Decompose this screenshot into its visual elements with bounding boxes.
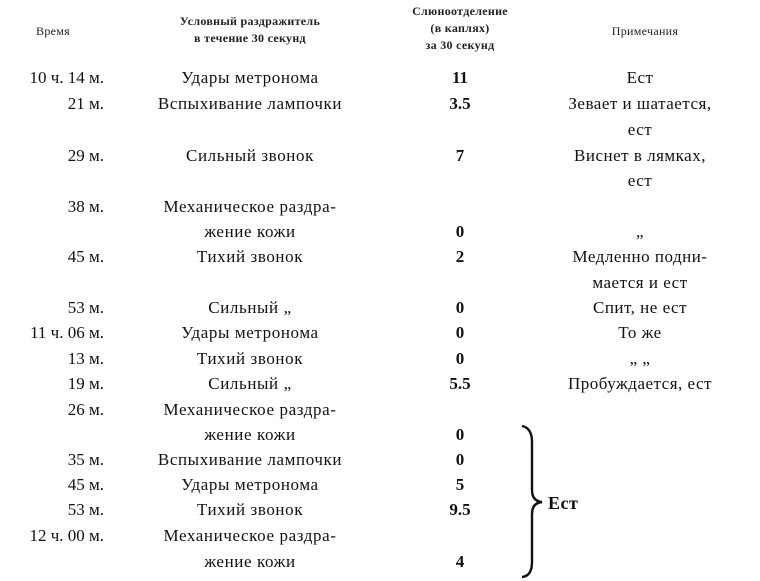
salivation-cell: 3.5 [449,94,471,113]
table-row [0,447,760,472]
note-cell: То же [618,323,662,342]
stimulus-cell: Тихий звонок [196,349,304,368]
salivation-cell: 0 [455,323,465,342]
time-cell: 53 м. [67,298,104,317]
salivation-cell: 0 [455,222,465,241]
note-cell: „ [635,222,645,241]
header-salivation-line-2: (в каплях) [430,21,490,35]
time-cell: 45 м. [67,475,104,494]
table-row [0,497,760,522]
header-time-text: Время [36,24,70,38]
time-cell: 19 м. [67,374,104,393]
table-row [0,295,760,320]
stimulus-cell: Сильный „ [208,374,292,393]
table-row [0,320,760,345]
stimulus-cell: Сильный звонок [186,146,314,165]
stimulus-cell: Удары метронома [181,475,319,494]
time-cell: 11 ч. 06 м. [30,323,104,342]
note-cell: Виснет в лямках, [574,146,706,165]
note-cell: ест [627,171,653,190]
header-stimulus-line-2: в течение 30 секунд [194,31,306,45]
stimulus-cell: Механическое раздра- [163,526,337,545]
note-cell: Пробуждается, ест [568,374,712,393]
salivation-cell: 0 [455,425,465,444]
table-row [0,523,760,548]
stimulus-cell: жение кожи [204,552,296,571]
time-cell: 10 ч. 14 м. [29,68,104,87]
table-row [0,168,760,193]
salivation-cell: 11 [451,68,469,87]
time-cell: 26 м. [67,400,104,419]
stimulus-cell: Вспыхивание лампочки [157,450,343,469]
table-row [0,117,760,142]
header-salivation-line-3: за 30 секунд [425,38,495,52]
table-row [0,244,760,269]
salivation-cell: 5.5 [449,374,471,393]
time-cell: 53 м. [67,500,104,519]
table-row [0,549,760,574]
stimulus-cell: жение кожи [204,222,296,241]
salivation-cell: 0 [455,450,465,469]
table-row [0,397,760,422]
brace-label: Ест [548,493,579,513]
note-cell: Ест [626,68,654,87]
salivation-cell: 7 [455,146,465,165]
stimulus-cell: Удары метронома [181,68,319,87]
stimulus-cell: Вспыхивание лампочки [157,94,343,113]
time-cell: 29 м. [67,146,104,165]
stimulus-cell: Сильный „ [208,298,292,317]
salivation-cell: 5 [455,475,465,494]
time-cell: 38 м. [67,197,104,216]
stimulus-cell: жение кожи [204,425,296,444]
note-cell: „ „ [629,349,651,368]
header-salivation-line-1: Слюноотделение [412,4,508,18]
salivation-cell: 9.5 [449,500,471,519]
table-row [0,346,760,371]
table-row [0,219,760,244]
table-row [0,270,760,295]
note-cell: ест [627,120,653,139]
time-cell: 21 м. [67,94,104,113]
stimulus-cell: Механическое раздра- [163,197,337,216]
time-cell: 13 м. [67,349,104,368]
time-cell: 35 м. [67,450,104,469]
stimulus-cell: Тихий звонок [196,247,304,266]
header-time [18,23,88,40]
table-row [0,91,760,116]
salivation-cell: 0 [455,298,465,317]
note-cell: Спит, не ест [592,298,688,317]
header-stimulus-line-1: Условный раздражитель [179,14,321,28]
time-cell: 45 м. [67,247,104,266]
note-cell: мается и ест [592,273,688,292]
salivation-cell: 4 [455,552,465,571]
table-row [0,143,760,168]
note-cell: Медленно подни- [572,247,708,266]
time-cell: 12 ч. 00 м. [29,526,104,545]
header-stimulus [140,13,360,47]
header-salivation [385,3,535,54]
stimulus-cell: Удары метронома [181,323,319,342]
table-row [0,194,760,219]
salivation-cell: 2 [455,247,465,266]
right-brace-icon [518,424,548,579]
stimulus-cell: Механическое раздра- [163,400,337,419]
salivation-cell: 0 [455,349,465,368]
table-row [0,472,760,497]
header-notes [570,23,720,40]
note-cell: Зевает и шатается, [568,94,712,113]
table-row [0,65,760,90]
stimulus-cell: Тихий звонок [196,500,304,519]
table-row [0,422,760,447]
header-notes-text: Примечания [611,24,679,38]
table-row [0,371,760,396]
